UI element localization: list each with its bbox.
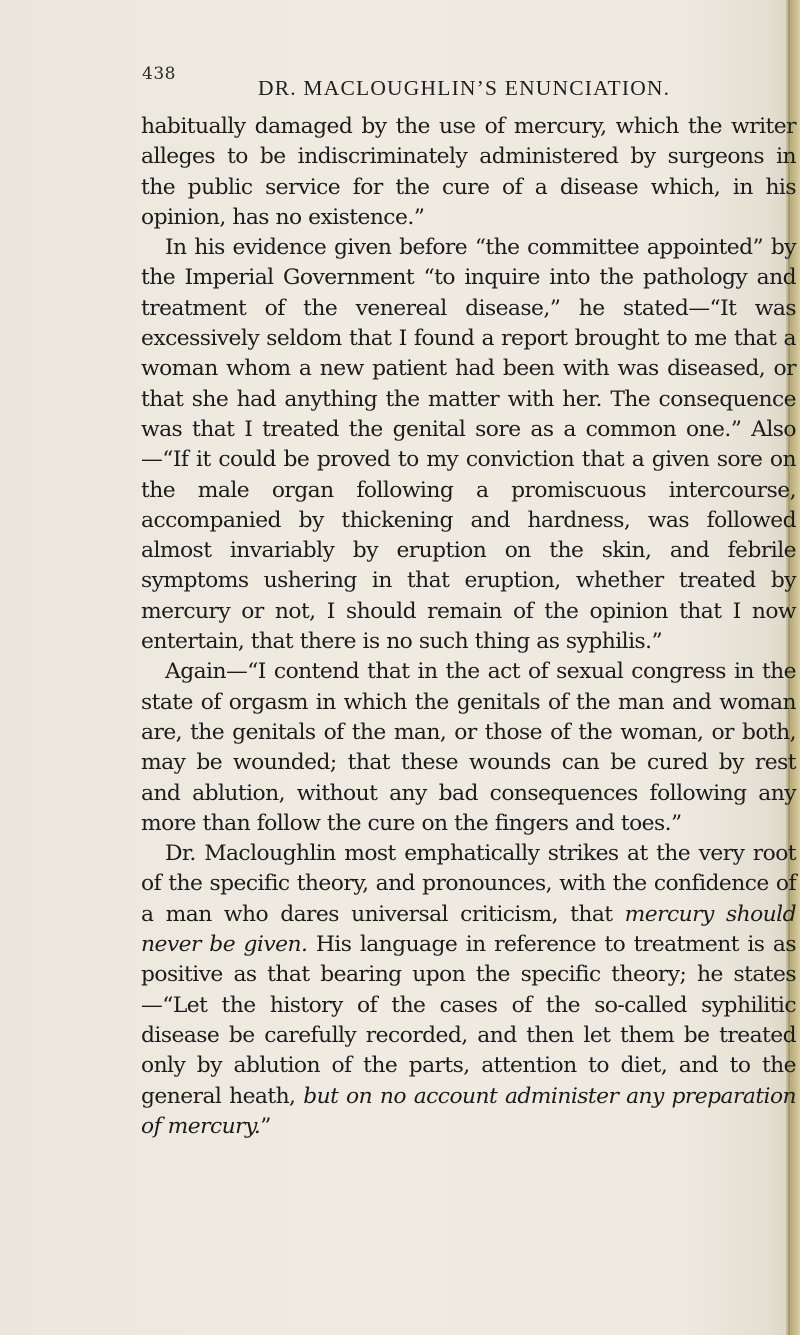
paragraph-4-italic-a: mercury should never be given. [141,901,796,958]
paragraph-4-italic-b: but on no account administer any preparation of mercury. [141,1083,797,1139]
paragraph-4-text-a: Dr. Macloughlin most emphatically strikes at the very root of the specific theory, and pronounces, with the confidence of a man who dares universal criticism, that [141,841,796,927]
body-text [141,112,796,1142]
page-number: 438 [142,64,176,84]
paragraph-2: In his evidence given before “the committee appointed” by the Imperial Government “to inquire into the pathology and treatment of the venereal disease,” he stated—“It was excessively seldom that I found a report brought to me that a woman whom a new patient had been with was diseased, or that she had anything the matter with her. The consequence was that I treated the genital sore as a common one.” Also—“If it could be proved to my conviction that a given sore on the male organ following a promiscuous intercourse, accompanied by thickening and hardness, was followed almost invariably by eruption on the skin, and febrile symptoms ushering in that eruption, whether treated by mercury or not, I should remain of the opinion that I now entertain, that there is no such thing as syphilis.” [141,235,796,655]
paragraph-4-text-c: ” [260,1113,271,1139]
running-head: DR. MACLOUGHLIN’S ENUNCIATION. [258,76,671,100]
paragraph-1: habitually damaged by the use of mercury, which the writer alleges to be indiscriminately administered by surgeons in the public service for the cure of a disease which, in his opinion, has no existence.” [141,114,796,230]
paragraph-3: Again—“I contend that in the act of sexual congress in the state of orgasm in which the genitals of the man and woman are, the genitals of the man, or those of the woman, or both, may be wounded; that these wounds can be cured by rest and ablution, without any bad consequences following any more than follow the cure on the fingers and toes.” [141,659,796,836]
paragraph-4-text-b: His language in reference to treatment is as positive as that bearing upon the specific theory; he states—“Let the history of the cases of the so-called syphilitic disease be carefully recorded, and then let them be treated only by ablution of the parts, attention to diet, and to the general heath, [141,932,796,1109]
paragraph-4 [141,839,796,1142]
